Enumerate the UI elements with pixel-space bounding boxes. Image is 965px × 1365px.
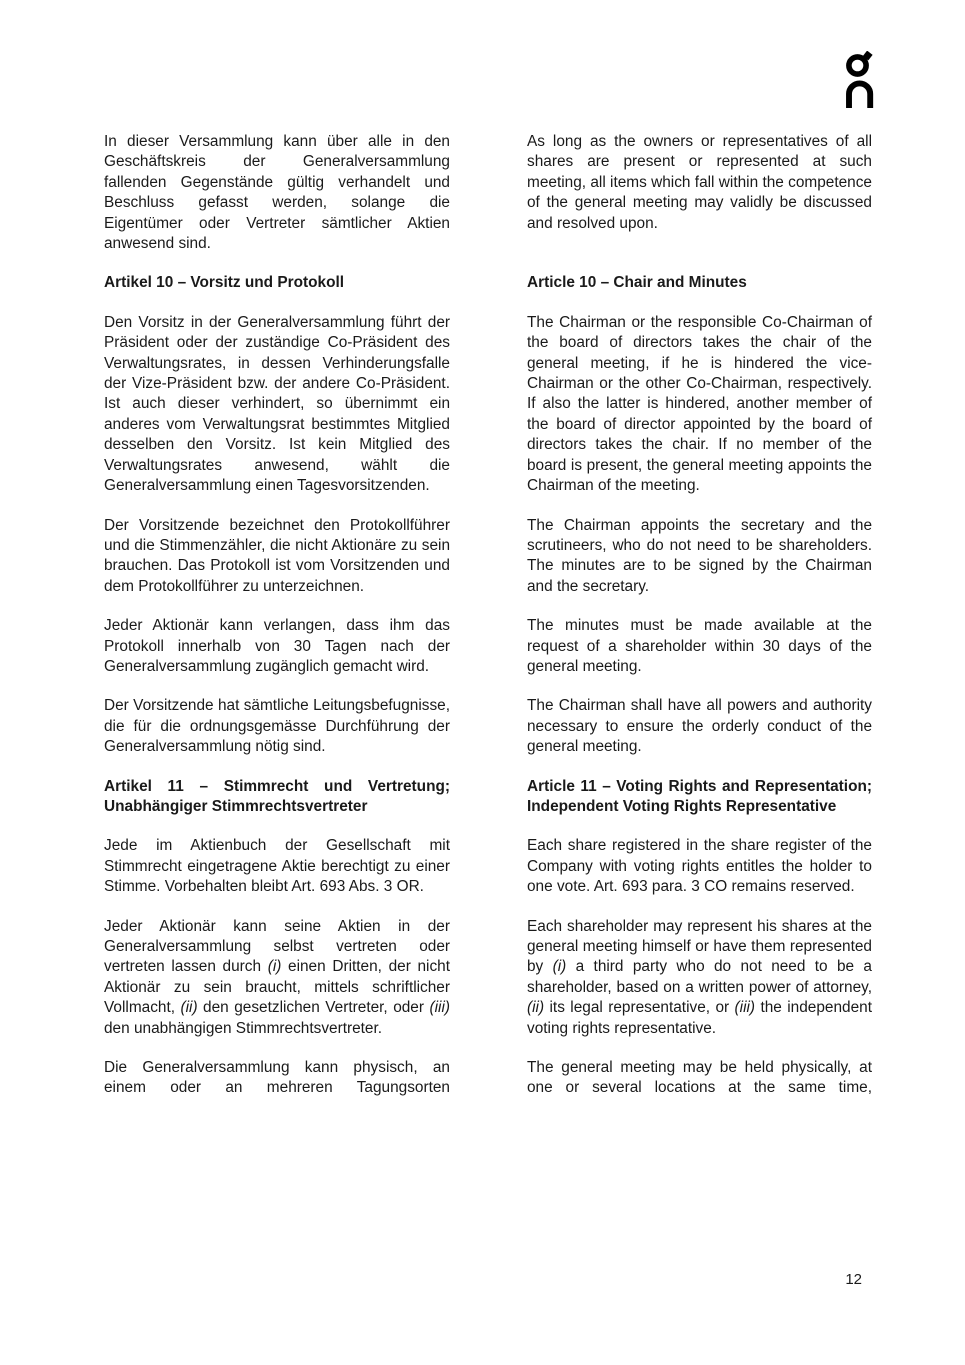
paragraph-en-8 [527,836,872,897]
heading-en-7 [527,777,872,818]
text-segment: The general meeting may be held physically, at one or several locations at the same time, [527,1059,872,1097]
text-segment: Den Vorsitz in der Generalversammlung führt der Präsident oder der zuständige Co-Präsident des Verwaltungsrates, in dessen Verhinderungsfalle der Vize-Präsident bzw. der andere Co-Präsident. Ist auch dieser verhindert, so übernimmt ein anderes vom Verwaltungsrat bestimmtes Mitglied desselben den Vorsitz. Ist kein Mitglied des Verwaltungsrates anwesend, wählt die Generalversammlung einen Tagesvorsitzenden. [104,313,450,495]
italic-enumerator: (i) [552,958,567,976]
text-segment: Article 10 – Chair and Minutes [527,274,747,292]
text-segment: The Chairman or the responsible Co-Chairman of the board of directors takes the chair of the general meeting, if he is hindered the vice-Chairman or the other Co-Chairman, respectively. If also the latter is hindered, another member of the board of director appointed by the board of directors takes the chair. If no member of the board is present, the general meeting appoints the Chairman of the meeting. [527,313,872,495]
paragraph-en-5 [527,616,872,677]
italic-enumerator: (i) [267,958,282,976]
paragraph-en-1 [527,132,872,254]
italic-enumerator: (iii) [734,999,756,1017]
text-segment: Der Vorsitzende bezeichnet den Protokollführer und die Stimmenzähler, die nicht Aktionäre zu sein brauchen. Das Protokoll ist vom Vorsitzenden und dem Protokollführer zu unterzeichnen. [104,516,450,595]
italic-enumerator: (iii) [429,999,450,1017]
paragraph-de-10 [104,1058,450,1099]
text-segment: Jede im Aktienbuch der Gesellschaft mit Stimmrecht eingetragene Aktie berechtigt zu einer Stimme. Vorbehalten bleibt Art. 693 Abs. 3 OR. [104,837,450,896]
italic-enumerator: (ii) [527,999,545,1017]
text-segment: Der Vorsitzende hat sämtliche Leitungsbefugnisse, die für die ordnungsgemässe Durchführung der Generalversammlung nötig sind. [104,697,450,756]
content-grid [104,132,872,1099]
paragraph-de-5 [104,616,450,677]
text-segment: Jeder Aktionär kann seine Aktien in der Generalversammlung selbst vertreten oder vertreten lassen durch [104,917,450,976]
text-segment: The Chairman appoints the secretary and the scrutineers, who do not need to be shareholders. The minutes are to be signed by the Chairman and the secretary. [527,516,872,595]
paragraph-en-4 [527,516,872,598]
text-segment: Artikel 11 – Stimmrecht und Vertretung; Unabhängiger Stimmrechtsvertreter [104,777,450,815]
text-segment: den unabhängigen Stimmrechtsvertreter. [104,1019,383,1037]
text-segment: Each share registered in the share register of the Company with voting rights entitles the holder to one vote. Art. 693 para. 3 CO remains reserved. [527,837,872,896]
text-segment: einen Dritten, der nicht Aktionär zu sein braucht, mittels schriftlicher Vollmacht, [104,958,450,1017]
text-segment: In dieser Versammlung kann über alle in den Geschäftskreis der Generalversammlung fallenden Gegenstände gültig verhandelt und Beschluss gefasst werden, solange die Eigentümer oder Vertreter sämtlicher Aktien anwesend sind. [104,133,450,253]
paragraph-de-8 [104,836,450,897]
heading-en-2 [527,273,872,293]
text-segment: The Chairman shall have all powers and authority necessary to ensure the orderly conduct of the general meeting. [527,697,872,756]
paragraph-de-1 [104,132,450,254]
paragraph-de-4 [104,516,450,598]
paragraph-de-6 [104,696,450,757]
paragraph-de-9 [104,917,450,1039]
paragraph-de-3 [104,313,450,497]
text-segment: its legal representative, or [544,999,735,1017]
text-segment: Each shareholder may represent his shares at the general meeting himself or have them represented by [527,917,872,976]
text-segment: Die Generalversammlung kann physisch, an einem oder an mehreren Tagungsorten [104,1059,450,1097]
italic-enumerator: (ii) [180,999,198,1017]
on-logo [846,51,875,114]
text-segment: As long as the owners or representatives of all shares are present or represented at such meeting, all items which fall within the competence of the general meeting may validly be discussed and resolved upon. [527,133,872,232]
text-segment: Jeder Aktionär kann verlangen, dass ihm das Protokoll innerhalb von 30 Tagen nach der Generalversammlung zugänglich gemacht wird. [104,617,450,675]
paragraph-en-6 [527,696,872,757]
text-segment: The minutes must be made available at the request of a shareholder within 30 days of the general meeting. [527,617,872,675]
text-segment: the independent voting rights representative. [527,999,872,1037]
paragraph-en-9 [527,917,872,1039]
text-segment: den gesetzlichen Vertreter, oder [197,999,430,1017]
text-segment: a third party who do not need to be a shareholder, based on a written power of attorney, [527,958,872,996]
text-segment: Article 11 – Voting Rights and Representation; Independent Voting Rights Representative [527,777,872,815]
heading-de-2 [104,273,450,293]
on-brand-logo-icon [846,51,875,109]
page-number: 12 [845,1271,862,1288]
paragraph-en-3 [527,313,872,497]
text-segment: Artikel 10 – Vorsitz und Protokoll [104,274,345,292]
paragraph-en-10 [527,1058,872,1099]
heading-de-7 [104,777,450,818]
